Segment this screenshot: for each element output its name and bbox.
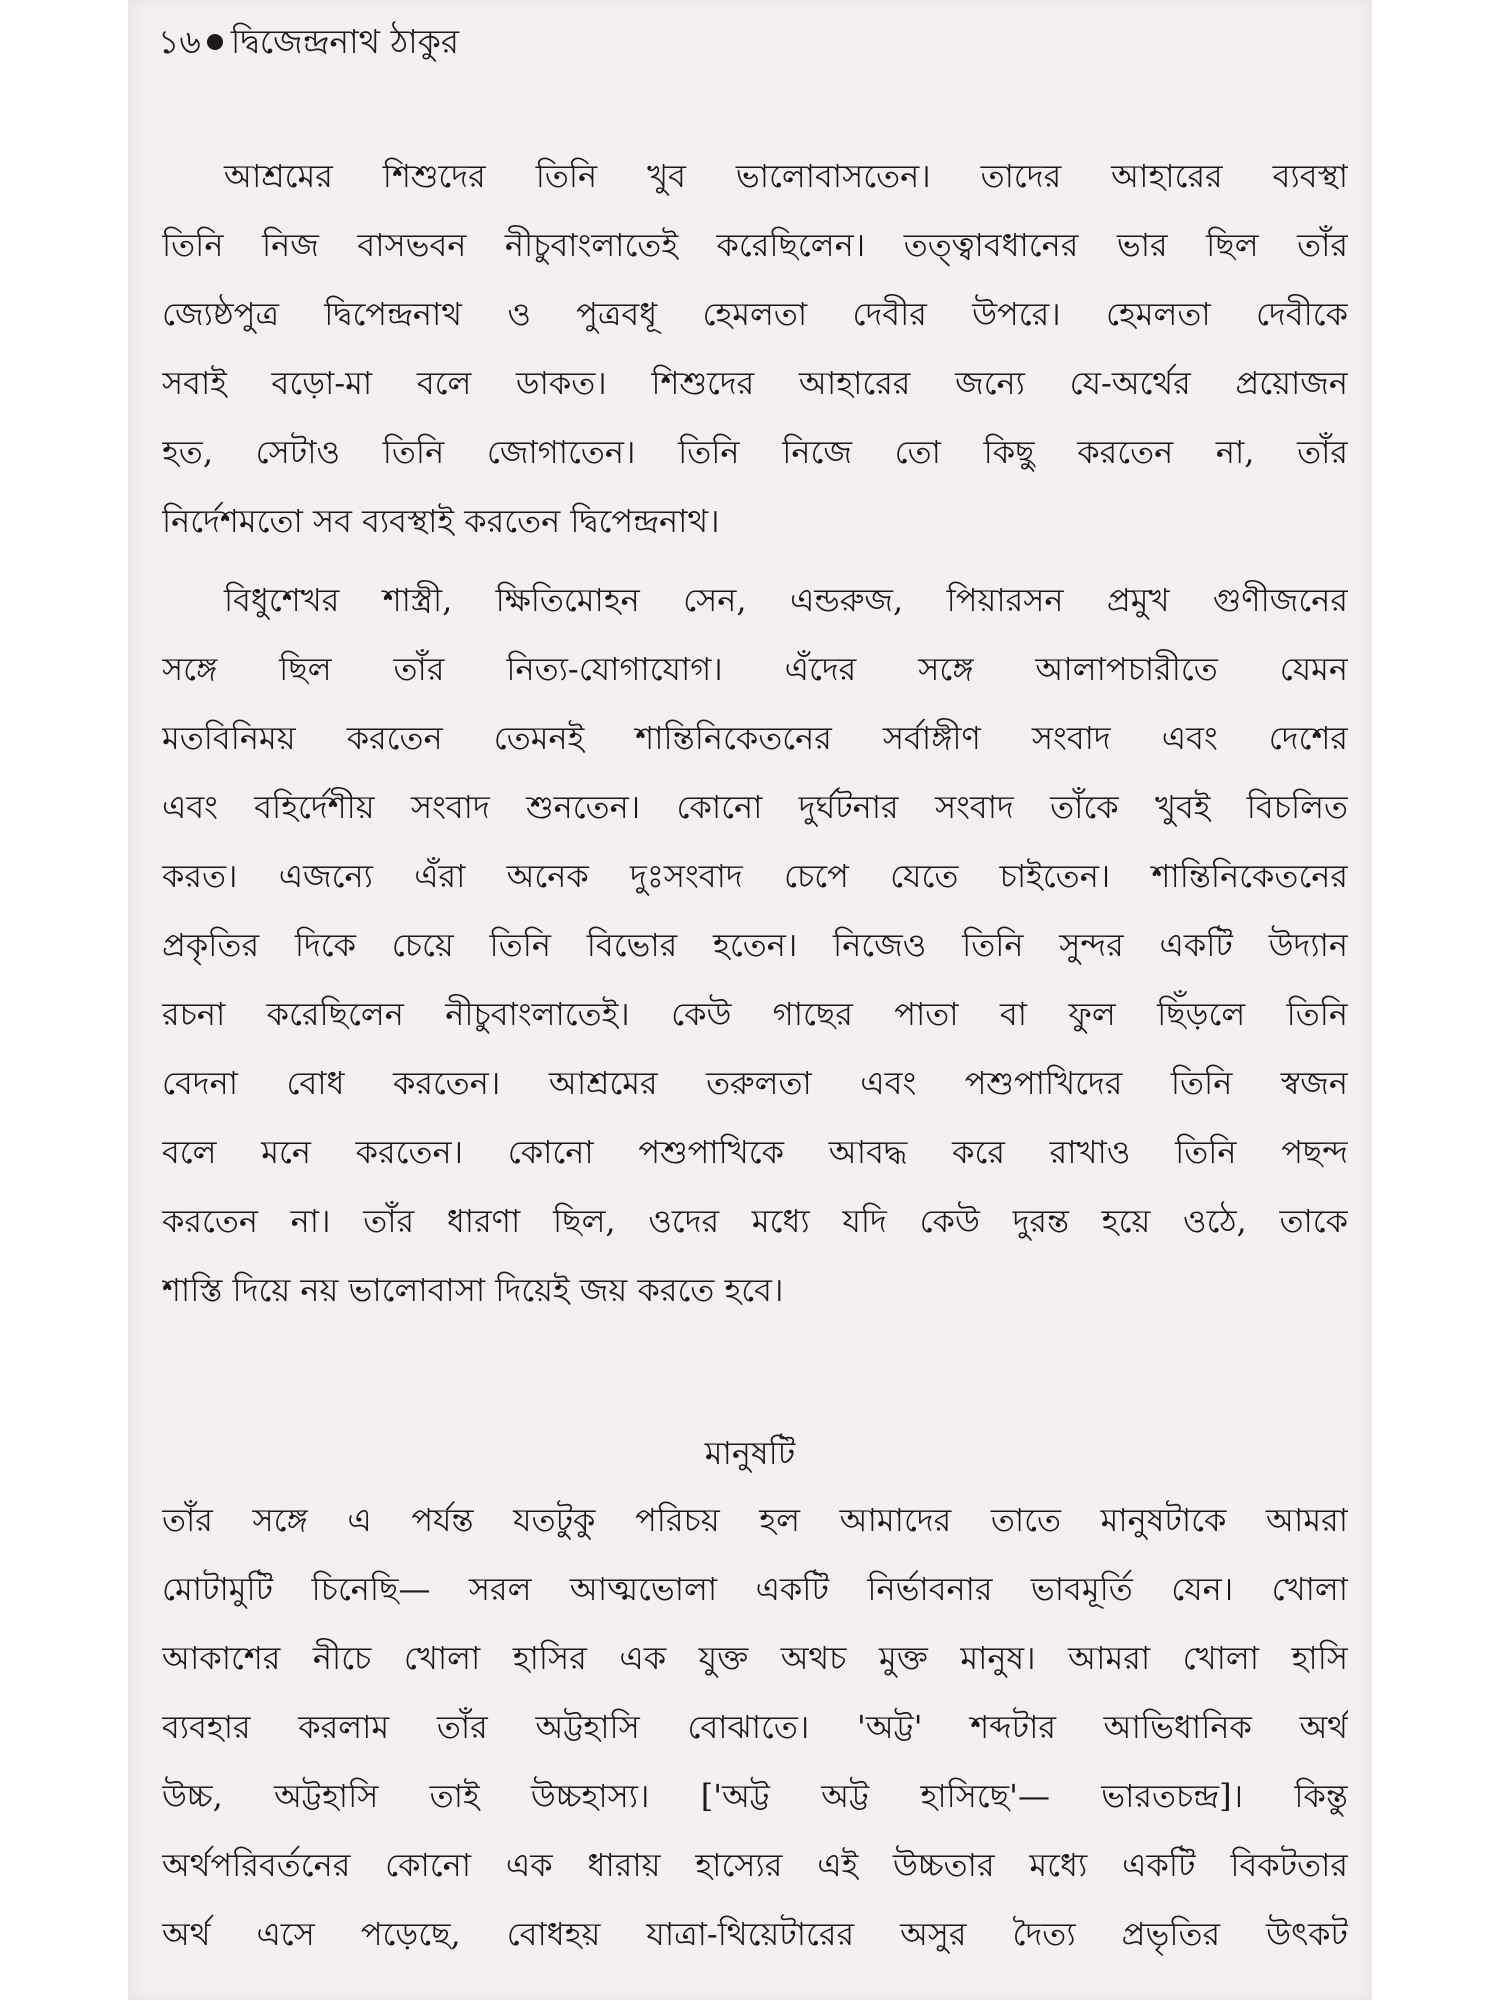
text-line: রচনা করেছিলেন নীচুবাংলাতেই। কেউ গাছের পাতা বা ফুল ছিঁড়লে তিনি <box>162 995 1348 1033</box>
text-line: ব্যবহার করলাম তাঁর অট্টহাসি বোঝাতে। 'অট্ট' শব্দটার আভিধানিক অর্থ <box>162 1708 1348 1746</box>
text-line: সবাই বড়ো-মা বলে ডাকত। শিশুদের আহারের জন্যে যে-অর্থের প্রয়োজন <box>162 364 1348 402</box>
text-line: জ্যেষ্ঠপুত্র দ্বিপেন্দ্রনাথ ও পুত্রবধূ হেমলতা দেবীর উপরে। হেমলতা দেবীকে <box>162 295 1348 333</box>
text-line: করতেন না। তাঁর ধারণা ছিল, ওদের মধ্যে যদি কেউ দুরন্ত হয়ে ওঠে, তাকে <box>162 1202 1348 1240</box>
text-line: এবং বহির্দেশীয় সংবাদ শুনতেন। কোনো দুর্ঘটনার সংবাদ তাঁকে খুবই বিচলিত <box>162 788 1348 826</box>
text-line: শাস্তি দিয়ে নয় ভালোবাসা দিয়েই জয় করতে হবে। <box>162 1271 784 1309</box>
text-line: মোটামুটি চিনেছি— সরল আত্মভোলা একটি নির্ভাবনার ভাবমূর্তি যেন। খোলা <box>162 1570 1348 1608</box>
section-heading: মানুষটি <box>704 1434 796 1472</box>
text-line: প্রকৃতির দিকে চেয়ে তিনি বিভোর হতেন। নিজেও তিনি সুন্দর একটি উদ্যান <box>162 926 1348 964</box>
paragraph-children-care <box>162 142 1348 556</box>
text-line: বিধুশেখর শাস্ত্রী, ক্ষিতিমোহন সেন, এন্ডরুজ, পিয়ারসন প্রমুখ গুণীজনের <box>224 581 1348 619</box>
text-line: উচ্চ, অট্টহাসি তাই উচ্চহাস্য। ['অট্ট অট্ট হাসিছে'— ভারতচন্দ্র]। কিন্তু <box>162 1777 1348 1815</box>
book-page <box>128 0 1372 2000</box>
text-line: মতবিনিময় করতেন তেমনই শান্তিনিকেতনের সর্বাঙ্গীণ সংবাদ এবং দেশের <box>162 719 1348 757</box>
text-line: তিনি নিজ বাসভবন নীচুবাংলাতেই করেছিলেন। তত্ত্বাবধানের ভার ছিল তাঁর <box>162 226 1348 264</box>
text-line: বেদনা বোধ করতেন। আশ্রমের তরুলতা এবং পশুপাখিদের তিনি স্বজন <box>162 1064 1348 1102</box>
text-line: তাঁর সঙ্গে এ পর্যন্ত যতটুকু পরিচয় হল আমাদের তাতে মানুষটাকে আমরা <box>162 1501 1348 1539</box>
text-line: করত। এজন্যে এঁরা অনেক দুঃসংবাদ চেপে যেতে চাইতেন। শান্তিনিকেতনের <box>162 857 1348 895</box>
text-line: নির্দেশমতো সব ব্যবস্থাই করতেন দ্বিপেন্দ্রনাথ। <box>162 502 720 540</box>
bullet-dot-icon <box>207 34 223 50</box>
text-line: আশ্রমের শিশুদের তিনি খুব ভালোবাসতেন। তাদের আহারের ব্যবস্থা <box>224 157 1348 195</box>
text-line: অর্থ এসে পড়েছে, বোধহয় যাত্রা-থিয়েটারের অসুর দৈত্য প্রভৃতির উৎকট <box>162 1915 1348 1953</box>
text-line: হত, সেটাও তিনি জোগাতেন। তিনি নিজে তো কিছু করতেন না, তাঁর <box>162 433 1348 471</box>
text-line: অর্থপরিবর্তনের কোনো এক ধারায় হাস্যের এই উচ্চতার মধ্যে একটি বিকটতার <box>162 1846 1348 1884</box>
page-number: ১৬ <box>158 22 201 61</box>
paragraph-scholars <box>162 566 1348 1325</box>
text-line: বলে মনে করতেন। কোনো পশুপাখিকে আবদ্ধ করে রাখাও তিনি পছন্দ <box>162 1133 1348 1171</box>
text-line: সঙ্গে ছিল তাঁর নিত্য-যোগাযোগ। এঁদের সঙ্গে আলাপচারীতে যেমন <box>162 650 1348 688</box>
running-head <box>158 18 459 66</box>
book-title: দ্বিজেন্দ্রনাথ ঠাকুর <box>230 22 459 61</box>
paragraph-the-man <box>162 1486 1348 1969</box>
text-line: আকাশের নীচে খোলা হাসির এক যুক্ত অথচ মুক্ত মানুষ। আমরা খোলা হাসি <box>162 1639 1348 1677</box>
